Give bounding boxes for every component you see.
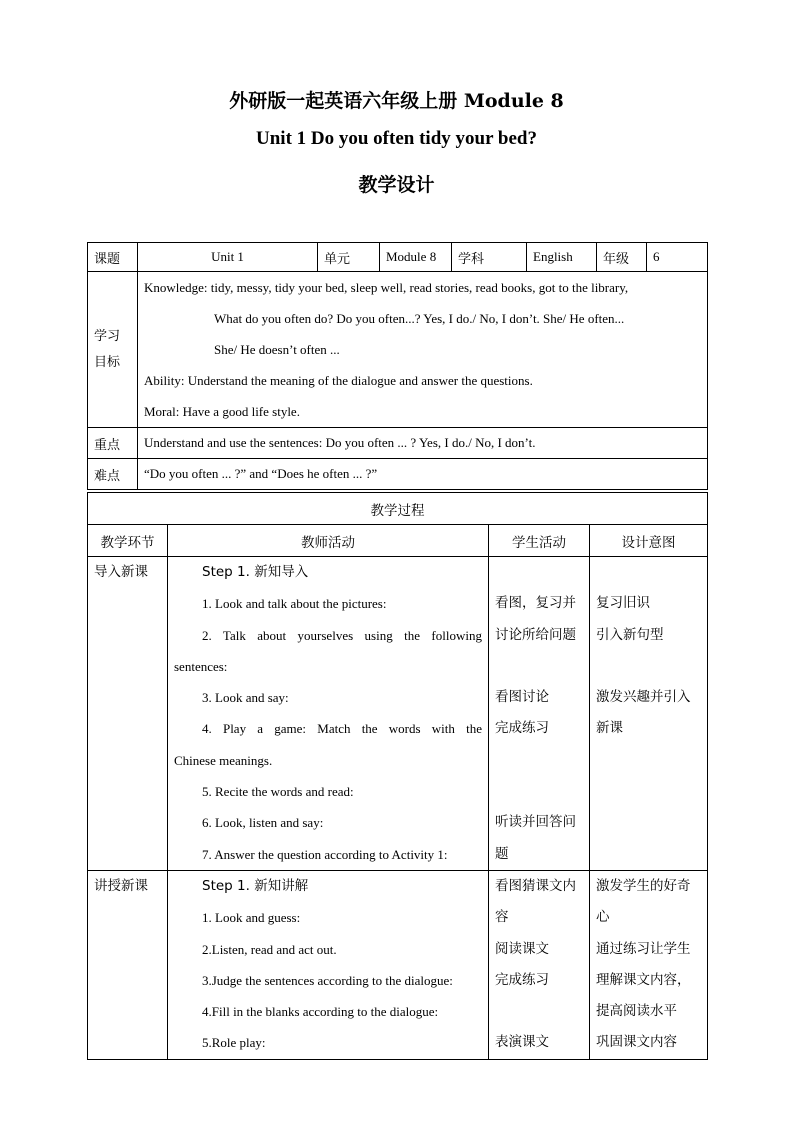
goals-label <box>88 272 138 428</box>
doc-subtitle: Unit 1 Do you often tidy your bed? <box>256 128 537 149</box>
teacher-item-cont: sentences: <box>174 658 228 674</box>
goal-moral: Moral: Have a good life style. <box>144 404 300 419</box>
intent-line <box>596 776 701 807</box>
difficult-value: “Do you often ... ?” and “Does he often ... ?” <box>138 459 708 490</box>
student-line <box>495 996 583 1027</box>
intent-line: 引入新句型 <box>596 626 664 643</box>
intent-line: 巩固课文内容 <box>596 1034 677 1051</box>
student-line <box>495 776 583 807</box>
difficult-label: 难点 <box>88 459 138 490</box>
teacher-step: Step 1. 新知讲解 <box>202 877 309 894</box>
subject-label: 学科 <box>452 243 527 272</box>
topic-value: Unit 1 <box>138 243 318 272</box>
grade-value: 6 <box>647 243 708 272</box>
student-line: 完成练习 <box>495 720 549 737</box>
stage-new-row <box>88 870 708 1059</box>
stage-intro-row <box>88 557 708 871</box>
intent-line: 复习旧识 <box>596 595 650 612</box>
topic-label: 课题 <box>88 243 138 272</box>
stage-intro-name <box>88 557 168 871</box>
info-row-difficult <box>88 459 708 490</box>
process-heading: 教学过程 <box>88 493 708 525</box>
teacher-step: Step 1. 新知导入 <box>202 564 309 580</box>
subject-value: English <box>527 243 597 272</box>
goal-knowledge-sentences-2: She/ He doesn’t often ... <box>214 342 340 357</box>
process-table <box>87 492 708 1060</box>
intent-line <box>596 651 701 682</box>
info-row-meta <box>88 243 708 272</box>
unit-value: Module 8 <box>380 243 452 272</box>
process-header-row <box>88 525 708 557</box>
info-row-goals <box>88 272 708 428</box>
student-line: 听读并回答问 <box>495 814 576 831</box>
header-student: 学生活动 <box>489 525 590 557</box>
goals-content <box>138 272 708 428</box>
teacher-item: 4. Play a game: Match the words with the <box>202 721 482 737</box>
process-heading-row <box>88 493 708 525</box>
student-line: 看图讨论 <box>495 689 549 706</box>
intent-line <box>596 839 701 870</box>
doc-heading: 教学设计 <box>358 174 435 196</box>
teacher-item: 3.Judge the sentences according to the dialogue: <box>202 972 453 988</box>
grade-label: 年级 <box>597 243 647 272</box>
stage-intro-intent <box>590 557 708 871</box>
key-label: 重点 <box>88 428 138 459</box>
student-line: 看图，复习并 <box>495 595 576 612</box>
student-line <box>495 557 583 588</box>
student-line: 看图猜课文内 <box>495 877 576 894</box>
stage-intro-student <box>489 557 590 871</box>
teacher-item: 5. Recite the words and read: <box>202 784 354 800</box>
teacher-item: 3. Look and say: <box>202 690 289 706</box>
student-line: 表演课文 <box>495 1034 549 1051</box>
teacher-item: 1. Look and guess: <box>202 910 301 926</box>
teacher-item: 6. Look, listen and say: <box>202 815 324 831</box>
student-line: 题 <box>495 845 509 862</box>
doc-title: 外研版一起英语六年级上册 Module 8 <box>229 90 564 112</box>
intent-line: 通过练习让学生 <box>596 940 691 957</box>
info-row-key <box>88 428 708 459</box>
intent-line: 新课 <box>596 720 623 737</box>
teacher-item: 2.Listen, read and act out. <box>202 941 337 957</box>
goal-knowledge: Knowledge: tidy, messy, tidy your bed, sleep well, read stories, read books, got to the library, <box>144 280 629 295</box>
stage-new-label: 讲授新课 <box>94 877 148 894</box>
student-line: 讨论所给问题 <box>495 626 576 643</box>
stage-new-name <box>88 870 168 1059</box>
teacher-item-cont: Chinese meanings. <box>174 752 273 768</box>
stage-new-intent <box>590 870 708 1059</box>
intent-line <box>596 557 701 588</box>
teacher-item: 7. Answer the question according to Activity 1: <box>202 846 448 862</box>
intent-line <box>596 745 701 776</box>
teacher-item: 4.Fill in the blanks according to the dialogue: <box>202 1004 439 1020</box>
stage-intro-teacher <box>168 557 489 871</box>
stage-new-teacher <box>168 870 489 1059</box>
intent-line: 理解课文内容， <box>596 971 691 988</box>
student-line: 完成练习 <box>495 971 549 988</box>
stage-intro-label: 导入新课 <box>94 564 148 580</box>
info-table <box>87 242 708 490</box>
intent-line: 激发学生的好奇 <box>596 877 691 894</box>
student-line <box>495 745 583 776</box>
goal-ability: Ability: Understand the meaning of the dialogue and answer the questions. <box>144 373 533 388</box>
header-stage: 教学环节 <box>88 525 168 557</box>
header-intent: 设计意图 <box>590 525 708 557</box>
intent-line: 心 <box>596 909 610 926</box>
student-line <box>495 651 583 682</box>
intent-line: 激发兴趣并引入 <box>596 689 691 706</box>
intent-line: 提高阅读水平 <box>596 1003 677 1020</box>
student-line: 阅读课文 <box>495 940 549 957</box>
teacher-item: 1. Look and talk about the pictures: <box>202 596 387 612</box>
stage-new-student <box>489 870 590 1059</box>
student-line: 容 <box>495 909 509 926</box>
goal-knowledge-sentences: What do you often do? Do you often...? Yes, I do./ No, I don’t. She/ He often... <box>214 311 625 326</box>
key-value: Understand and use the sentences: Do you often ... ? Yes, I do./ No, I don’t. <box>138 428 708 459</box>
teacher-item: 2. Talk about yourselves using the following <box>202 627 482 643</box>
header-teacher: 教师活动 <box>168 525 489 557</box>
goals-label-text: 学习目标 <box>94 328 121 370</box>
teacher-item: 5.Role play: <box>202 1035 266 1051</box>
unit-label: 单元 <box>318 243 380 272</box>
intent-line <box>596 807 701 838</box>
